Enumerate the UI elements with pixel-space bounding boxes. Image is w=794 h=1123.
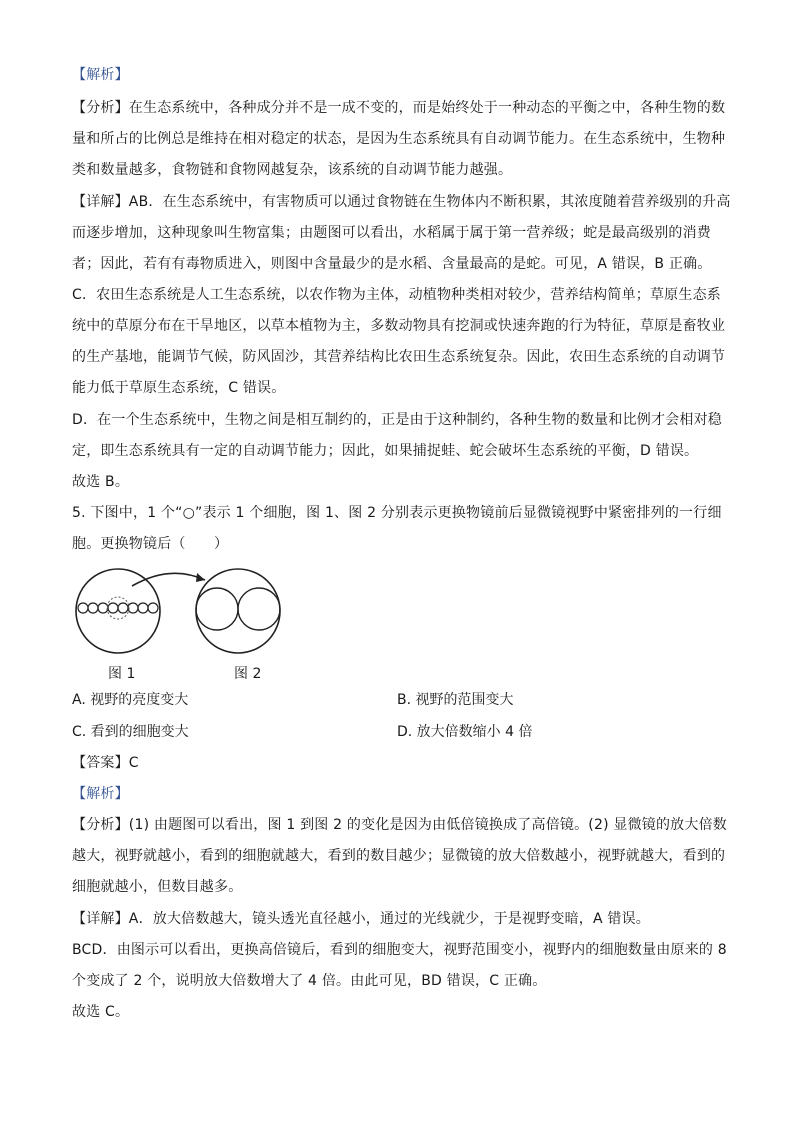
detail-line: 统中的草原分布在干旱地区，以草本植物为主，多数动物具有挖洞或快速奔跑的行为特征，草原是畜牧业 [72, 318, 726, 334]
detail-line: 【详解】AB．在生态系统中，有害物质可以通过食物链在生物体内不断积累，其浓度随着营养级别的升高 [72, 194, 731, 210]
cell [138, 603, 148, 613]
detail-line: 而逐步增加，这种现象叫生物富集；由题图可以看出，水稻属于属于第一营养级；蛇是最高级别的消费 [72, 225, 711, 241]
detail-line: D．在一个生态系统中，生物之间是相互制约的，正是由于这种制约，各种生物的数量和比例才会相对稳 [72, 412, 722, 428]
cell [108, 603, 118, 613]
analysis-line: 【分析】(1) 由题图可以看出，图 1 到图 2 的变化是因为由低倍镜换成了高倍镜。(2) 显微镜的放大倍数 [72, 817, 727, 833]
option-d: D. 放大倍数缩小 4 倍 [397, 724, 533, 740]
option-c: C. 看到的细胞变大 [72, 724, 189, 740]
question-stem: 胞。更换物镜后（ ） [72, 536, 229, 552]
detail-line: 者；因此，若有有毒物质进入，则图中含量最少的是水稻、含量最高的是蛇。可见，A 错误，B 正确。 [72, 256, 712, 272]
analysis-line: 越大，视野就越小，看到的细胞就越大，看到的数目越少；显微镜的放大倍数越小，视野就越大，看到的 [72, 848, 726, 864]
option-a: A. 视野的亮度变大 [72, 692, 189, 708]
detail-line: 能力低于草原生态系统，C 错误。 [72, 380, 286, 396]
cell [78, 603, 88, 613]
arrowhead-icon [196, 573, 205, 582]
analysis-line: 量和所占的比例总是维持在相对稳定的状态，是因为生态系统具有自动调节能力。在生态系统中，生物种 [72, 131, 726, 147]
detail-line: 的生产基地，能调节气候，防风固沙，其营养结构比农田生态系统复杂。因此，农田生态系统的自动调节 [72, 349, 726, 365]
detail-line: C．农田生态系统是人工生态系统，以农作物为主体，动植物种类相对较少，营养结构简单；草原生态系 [72, 287, 721, 303]
detail-line: 个变成了 2 个，说明放大倍数增大了 4 倍。由此可见，BD 错误，C 正确。 [72, 973, 547, 989]
figure2-caption: 图 2 [234, 666, 262, 682]
cell [148, 603, 158, 613]
conclusion-line: 故选 C。 [72, 1004, 130, 1020]
analysis-line: 类和数量越多，食物链和食物网越复杂，该系统的自动调节能力越强。 [72, 162, 513, 178]
arrow-icon [132, 573, 205, 586]
cell [118, 603, 128, 613]
detail-line: BCD．由图示可以看出，更换高倍镜后，看到的细胞变大，视野范围变小，视野内的细胞数量由原来的 8 [72, 942, 727, 958]
cell [88, 603, 98, 613]
option-b: B. 视野的范围变大 [397, 692, 514, 708]
microscope-figure [70, 566, 300, 686]
conclusion-line: 故选 B。 [72, 474, 130, 490]
cell-enlarged [196, 588, 238, 630]
detail-line: 定，即生态系统具有一定的自动调节能力；因此，如果捕捉蛙、蛇会破坏生态系统的平衡，D 错误。 [72, 443, 699, 459]
question-stem: 5. 下图中，1 个“○”表示 1 个细胞，图 1、图 2 分别表示更换物镜前后显微镜视野中紧密排列的一行细 [72, 505, 722, 521]
detail-line: 【详解】A．放大倍数越大，镜头透光直径越小，通过的光线就少，于是视野变暗，A 错误。 [72, 911, 651, 927]
jiexi-label: 【解析】 [72, 67, 129, 83]
answer-line: 【答案】C [72, 755, 139, 771]
analysis-line: 【分析】在生态系统中，各种成分并不是一成不变的，而是始终处于一种动态的平衡之中，各种生物的数 [72, 100, 726, 116]
cells-row-fig1 [78, 603, 158, 613]
cell [98, 603, 108, 613]
analysis-line: 细胞就越小，但数目越多。 [72, 879, 243, 895]
microscope-figure-svg [70, 566, 300, 686]
cell-enlarged [238, 588, 280, 630]
figure1-caption: 图 1 [108, 666, 136, 682]
jiexi-label: 【解析】 [72, 786, 129, 802]
